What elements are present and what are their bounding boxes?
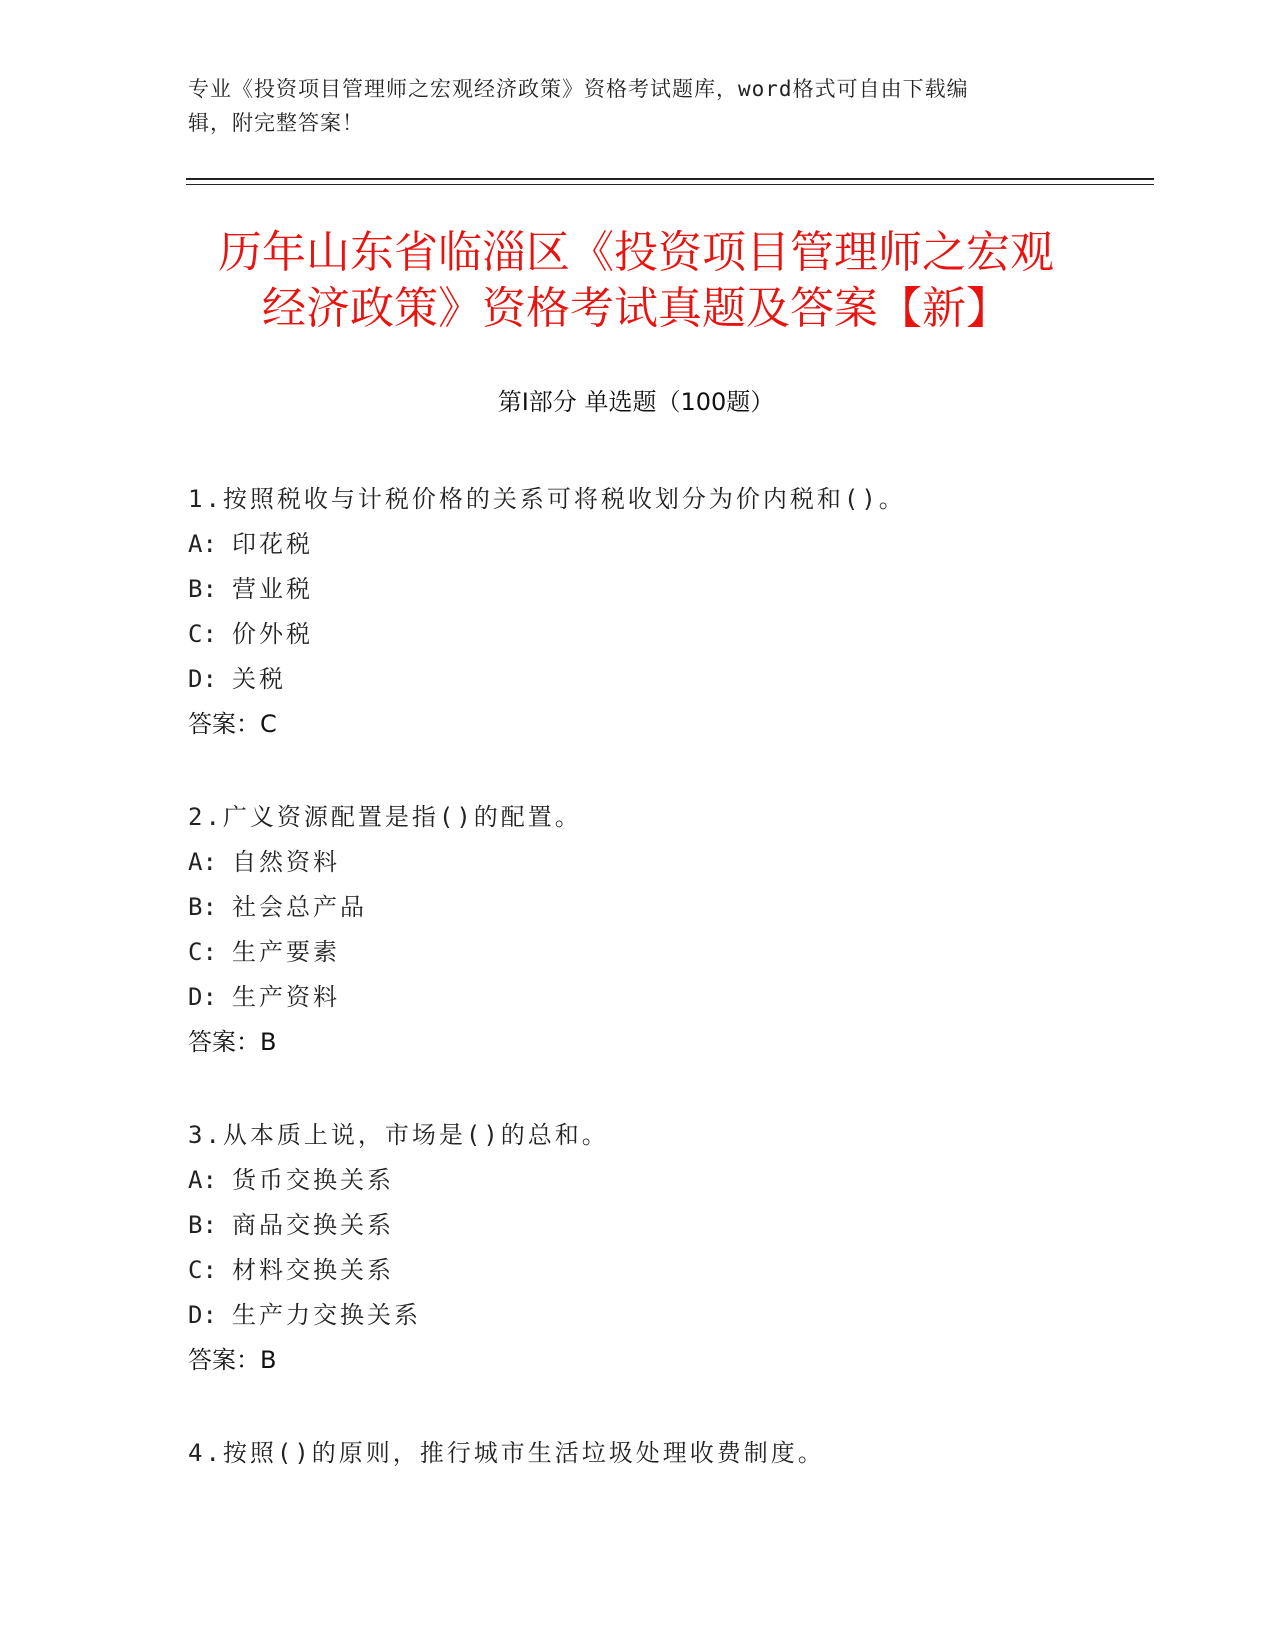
option-text: 生产力交换关系 [232,1301,421,1329]
option-letter: D: [188,665,217,693]
section-title: 第Ⅰ部分 单选题（100题） [497,388,775,416]
option-text: 生产资料 [232,983,340,1011]
option-d [188,657,1128,702]
option-d [188,1293,1128,1338]
option-text: 价外税 [232,620,313,648]
question-1 [188,477,1128,747]
option-text: 印花税 [232,530,313,558]
option-letter: B: [188,575,217,603]
option-text: 营业税 [232,575,313,603]
option-letter: B: [188,893,217,921]
option-letter: A: [188,1166,217,1194]
option-text: 关税 [232,665,286,693]
option-text: 自然资料 [232,848,340,876]
option-c [188,1248,1128,1293]
option-text: 材料交换关系 [232,1256,394,1284]
option-a [188,1158,1128,1203]
question-stem: 3.从本质上说，市场是()的总和。 [188,1121,609,1149]
header-rule-thick [186,178,1154,180]
option-letter: B: [188,1211,217,1239]
option-a [188,522,1128,567]
option-text: 生产要素 [232,938,340,966]
question-stem: 4.按照()的原则，推行城市生活垃圾处理收费制度。 [188,1439,825,1467]
option-text: 货币交换关系 [232,1166,394,1194]
option-b [188,885,1128,930]
document-title [186,225,1086,337]
header-note-line-1: 专业《投资项目管理师之宏观经济政策》资格考试题库，word格式可自由下载编 [188,77,969,101]
question-list [188,477,1128,1524]
document-title-line-2: 经济政策》资格考试真题及答案【新】 [262,283,1010,334]
option-letter: C: [188,620,217,648]
question-answer: 答案：B [188,1346,277,1374]
header-note [188,72,1068,140]
option-text: 社会总产品 [232,893,367,921]
question-stem: 1.按照税收与计税价格的关系可将税收划分为价内税和()。 [188,485,906,513]
question-answer: 答案：B [188,1028,277,1056]
option-d [188,975,1128,1020]
option-letter: D: [188,983,217,1011]
question-3 [188,1113,1128,1383]
question-2 [188,795,1128,1065]
option-a [188,840,1128,885]
option-c [188,930,1128,975]
question-answer: 答案：C [188,710,277,738]
option-c [188,612,1128,657]
header-note-line-2: 辑，附完整答案！ [188,111,364,135]
header-rule-thin [186,184,1154,185]
option-text: 商品交换关系 [232,1211,394,1239]
option-letter: C: [188,938,217,966]
option-b [188,1203,1128,1248]
option-b [188,567,1128,612]
option-letter: D: [188,1301,217,1329]
question-4 [188,1431,1128,1476]
question-stem: 2.广义资源配置是指()的配置。 [188,803,582,831]
option-letter: A: [188,530,217,558]
document-title-line-1: 历年山东省临淄区《投资项目管理师之宏观 [218,227,1054,278]
option-letter: C: [188,1256,217,1284]
option-letter: A: [188,848,217,876]
